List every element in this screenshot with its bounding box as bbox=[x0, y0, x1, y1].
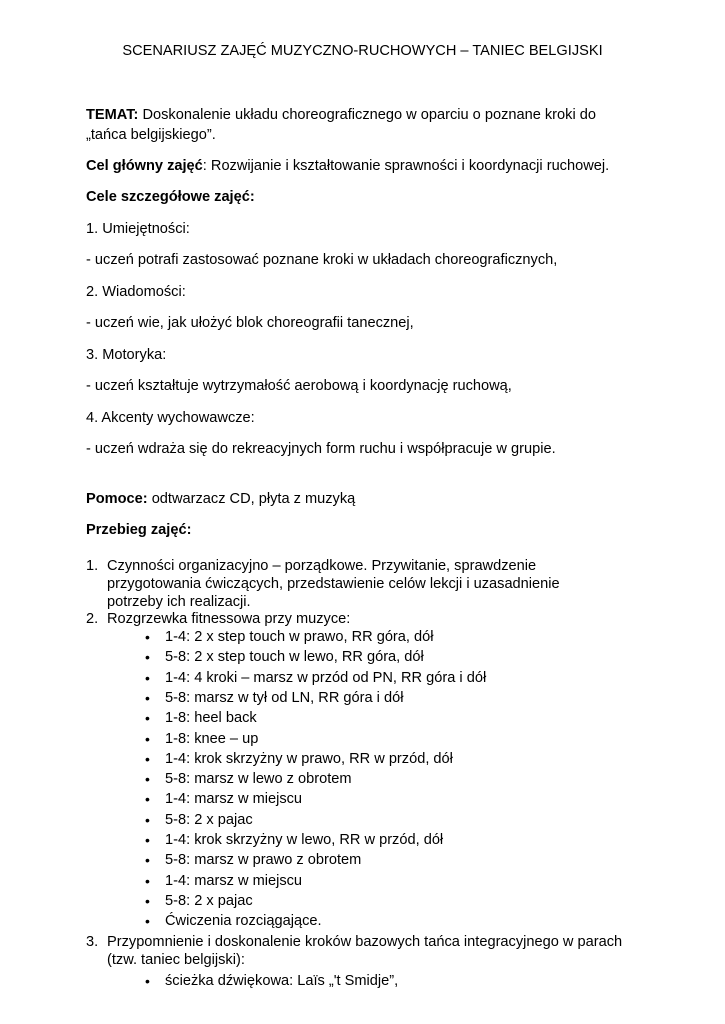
bullet-icon: • bbox=[145, 710, 150, 727]
cel-glowny-label: Cel główny zajęć bbox=[86, 158, 203, 174]
bullet-icon: • bbox=[145, 629, 150, 645]
bullet-item: 1-4: 4 kroki – marsz w przód od PN, RR góra i dół bbox=[165, 669, 487, 686]
bullet-item: 5-8: 2 x pajac bbox=[165, 811, 253, 828]
bullet-icon: • bbox=[145, 832, 150, 848]
bullet-item: ścieżka dźwiękowa: Laïs „'t Smidje”, bbox=[165, 973, 399, 989]
bullet-item: 5-8: 2 x pajac bbox=[165, 892, 253, 909]
pomoce-line bbox=[86, 490, 355, 508]
bullet-item: 1-4: 2 x step touch w prawo, RR góra, dół bbox=[165, 629, 434, 645]
cele-szczegolowe-heading bbox=[86, 188, 255, 206]
cele-item: 1. Umiejętności: bbox=[86, 221, 190, 237]
temat-line bbox=[86, 106, 596, 124]
pomoce-text: odtwarzacz CD, płyta z muzyką bbox=[147, 491, 356, 507]
bullet-icon: • bbox=[145, 750, 150, 767]
cele-item: 3. Motoryka: bbox=[86, 347, 167, 363]
bullet-item: 5-8: marsz w tył od LN, RR góra i dół bbox=[165, 689, 404, 706]
step-2-line: Rozgrzewka fitnessowa przy muzyce: bbox=[107, 611, 351, 627]
step-3-number: 3. bbox=[86, 934, 99, 950]
bullet-item: 1-4: marsz w miejscu bbox=[165, 791, 303, 808]
bullet-item: 1-4: marsz w miejscu bbox=[165, 872, 303, 889]
temat-text: Doskonalenie układu choreograficznego w oparciu o poznane kroki do bbox=[138, 107, 596, 123]
przebieg-label: Przebieg zajęć: bbox=[86, 522, 192, 538]
step-2-number: 2. bbox=[86, 611, 99, 627]
bullet-icon: • bbox=[145, 669, 150, 686]
bullet-icon: • bbox=[145, 771, 150, 788]
step-1-line: przygotowania ćwiczących, przedstawienie celów lekcji i uzasadnienie bbox=[107, 576, 560, 592]
bullet-item: 5-8: 2 x step touch w lewo, RR góra, dół bbox=[165, 649, 424, 666]
bullet-item: 5-8: marsz w lewo z obrotem bbox=[165, 771, 352, 788]
cele-item: - uczeń wie, jak ułożyć blok choreografii tanecznej, bbox=[86, 315, 414, 331]
bullet-icon: • bbox=[145, 730, 150, 747]
bullet-item: Ćwiczenia rozciągające. bbox=[165, 913, 322, 930]
bullet-item: 1-8: knee – up bbox=[165, 730, 259, 747]
cel-glowny-text: : Rozwijanie i kształtowanie sprawności i koordynacji ruchowej. bbox=[202, 158, 610, 174]
bullet-icon: • bbox=[145, 649, 150, 666]
pomoce-label: Pomoce: bbox=[86, 491, 148, 507]
cele-item: - uczeń wdraża się do rekreacyjnych form ruchu i współpracuje w grupie. bbox=[86, 441, 556, 457]
step-3-line: Przypomnienie i doskonalenie kroków bazowych tańca integracyjnego w parach bbox=[107, 934, 623, 950]
step-1-line: potrzeby ich realizacji. bbox=[107, 594, 251, 610]
bullet-icon: • bbox=[145, 872, 150, 889]
cele-item: - uczeń potrafi zastosować poznane kroki w układach choreograficznych, bbox=[86, 252, 558, 268]
bullet-icon: • bbox=[145, 852, 150, 869]
cele-item: - uczeń kształtuje wytrzymałość aerobową i koordynację ruchową, bbox=[86, 378, 512, 394]
bullet-item: 1-8: heel back bbox=[165, 710, 257, 727]
bullet-icon: • bbox=[145, 913, 150, 930]
cele-item: 4. Akcenty wychowawcze: bbox=[86, 410, 255, 426]
bullet-item: 1-4: krok skrzyżny w lewo, RR w przód, dół bbox=[165, 832, 444, 848]
cele-szczegolowe-label: Cele szczegółowe zajęć: bbox=[86, 189, 255, 205]
cel-glowny-line bbox=[86, 157, 609, 175]
temat-label: TEMAT: bbox=[86, 107, 139, 123]
page-title: SCENARIUSZ ZAJĘĆ MUZYCZNO-RUCHOWYCH – TANIEC BELGIJSKI bbox=[122, 43, 603, 59]
step-1-number: 1. bbox=[86, 558, 99, 574]
przebieg-heading bbox=[86, 521, 191, 539]
bullet-icon: • bbox=[145, 689, 150, 706]
bullet-item: 1-4: krok skrzyżny w prawo, RR w przód, dół bbox=[165, 750, 453, 767]
bullet-icon: • bbox=[145, 811, 150, 828]
bullet-icon: • bbox=[145, 973, 150, 989]
cele-item: 2. Wiadomości: bbox=[86, 284, 186, 300]
bullet-icon: • bbox=[145, 791, 150, 808]
step-3-line: (tzw. taniec belgijski): bbox=[107, 952, 245, 968]
bullet-item: 5-8: marsz w prawo z obrotem bbox=[165, 852, 362, 869]
temat-text-continued: „tańca belgijskiego”. bbox=[86, 127, 216, 143]
bullet-icon: • bbox=[145, 892, 150, 909]
step-1-line: Czynności organizacyjno – porządkowe. Przywitanie, sprawdzenie bbox=[107, 558, 537, 574]
